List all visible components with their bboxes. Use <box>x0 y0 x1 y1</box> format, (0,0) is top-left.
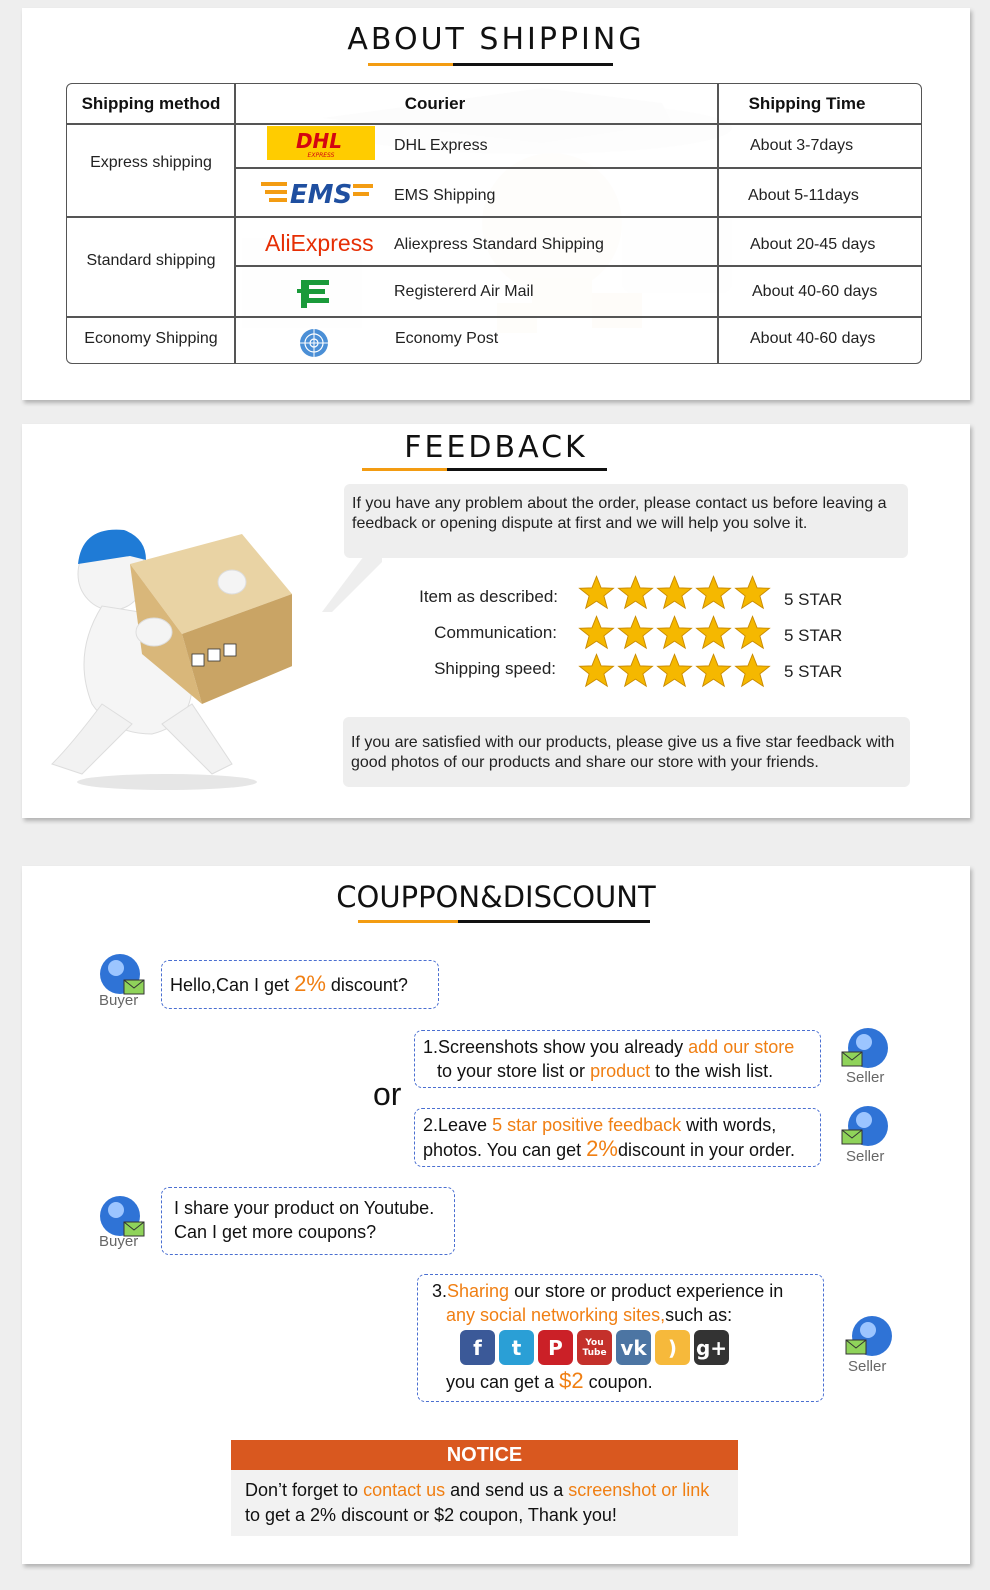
star-icon <box>695 614 732 651</box>
courier-ems-name: EMS Shipping <box>394 187 496 204</box>
courier-economy-name: Economy Post <box>395 330 499 347</box>
rating-stars-shipping <box>578 652 771 689</box>
time-aliexpress: About 20-45 days <box>750 236 876 253</box>
rating-stars-item <box>578 574 771 611</box>
feedback-pointer <box>322 552 382 612</box>
facebook-icon[interactable]: f <box>460 1330 495 1365</box>
star-icon <box>734 652 771 689</box>
notice-header: NOTICE <box>231 1440 738 1470</box>
seller-label: Seller <box>846 1148 885 1165</box>
social-icons-row <box>460 1330 729 1365</box>
time-dhl: About 3-7days <box>750 137 854 154</box>
star-icon <box>734 614 771 651</box>
coupon-title-underline <box>358 920 650 923</box>
star-icon <box>617 614 654 651</box>
ems-logo <box>261 176 377 210</box>
vk-icon[interactable]: vk <box>616 1330 651 1365</box>
delivery-man-illustration <box>42 504 292 794</box>
feedback-section <box>22 424 970 818</box>
aliexpress-logo <box>265 228 377 258</box>
coupon-section <box>22 866 970 1564</box>
shipping-table <box>66 83 922 364</box>
seller-label: Seller <box>846 1069 885 1086</box>
header-courier: Courier <box>404 94 466 113</box>
courier-aliexpress-name: Aliexpress Standard Shipping <box>394 236 604 253</box>
contact-us-link: contact us <box>363 1480 446 1500</box>
time-airmail: About 40-60 days <box>752 283 878 300</box>
or-divider: or <box>373 1076 402 1112</box>
un-logo <box>293 326 335 360</box>
youtube-icon[interactable]: You Tube <box>577 1330 612 1365</box>
method-standard: Standard shipping <box>86 252 216 269</box>
buyer-label: Buyer <box>99 1233 139 1250</box>
header-shipping-method: Shipping method <box>81 94 221 113</box>
rating-value-communication: 5 STAR <box>784 626 843 645</box>
star-icon <box>578 652 615 689</box>
seller-label: Seller <box>848 1358 887 1375</box>
star-icon <box>617 652 654 689</box>
header-shipping-time: Shipping Time <box>748 94 866 113</box>
buyer-label: Buyer <box>99 992 139 1009</box>
svg-text:EMS: EMS <box>289 180 353 210</box>
star-icon <box>578 614 615 651</box>
buyer-question-bubble-2: I share your product on Youtube. Can I get more coupons? <box>161 1187 455 1255</box>
shipping-title: ABOUT SHIPPING <box>347 22 645 57</box>
svg-text:EXPRESS: EXPRESS <box>307 152 335 159</box>
svg-text:AliExpress: AliExpress <box>265 230 374 256</box>
rating-value-shipping: 5 STAR <box>784 662 843 681</box>
star-icon <box>617 574 654 611</box>
shipping-section <box>22 8 970 400</box>
seller-answer-bubble-3: 3.Sharing our store or product experience in any social networking sites,such as: you can get a $2 coupon. <box>417 1274 824 1402</box>
method-express: Express shipping <box>90 154 212 171</box>
rating-label-item: Item as described: <box>419 587 558 606</box>
notice-body: Don’t forget to contact us and send us a screenshot or link to get a 2% discount or $2 coupon, Thank you! <box>231 1470 738 1536</box>
time-economy: About 40-60 days <box>750 330 876 347</box>
rss-icon[interactable]: ) <box>655 1330 690 1365</box>
seller-answer-bubble-1: 1.Screenshots show you already add our store to your store list or product to the wish list. <box>414 1030 821 1088</box>
feedback-outro-box: If you are satisfied with our products, please give us a five star feedback with good photos of our products and share our store with your friends. <box>343 717 910 787</box>
google-plus-icon[interactable]: g+ <box>694 1330 729 1365</box>
method-economy: Economy Shipping <box>84 330 218 347</box>
star-icon <box>734 574 771 611</box>
rating-label-shipping: Shipping speed: <box>434 659 556 678</box>
time-ems: About 5-11days <box>748 187 859 204</box>
china-post-logo <box>295 274 333 312</box>
twitter-icon[interactable]: t <box>499 1330 534 1365</box>
star-icon <box>695 574 732 611</box>
svg-text:DHL: DHL <box>295 129 343 153</box>
buyer-question-bubble: Hello,Can I get 2% discount? <box>161 960 439 1009</box>
rating-label-communication: Communication: <box>434 623 557 642</box>
pinterest-icon[interactable]: P <box>538 1330 573 1365</box>
star-icon <box>578 574 615 611</box>
courier-dhl-name: DHL Express <box>394 137 488 154</box>
feedback-title-underline <box>362 468 607 471</box>
star-icon <box>656 574 693 611</box>
star-icon <box>656 614 693 651</box>
courier-airmail-name: Registererd Air Mail <box>394 283 534 300</box>
coupon-title: COUPPON&DISCOUNT <box>336 880 656 914</box>
seller-answer-bubble-2: 2.Leave 5 star positive feedback with words, photos. You can get 2%discount in your order. <box>414 1108 821 1167</box>
rating-value-item: 5 STAR <box>784 590 843 609</box>
star-icon <box>695 652 732 689</box>
feedback-title: FEEDBACK <box>404 430 588 465</box>
rating-stars-communication <box>578 614 771 651</box>
dhl-logo <box>267 126 375 160</box>
feedback-intro-box: If you have any problem about the order, please contact us before leaving a feedback or opening dispute at first and we will help you solve it. <box>344 484 908 558</box>
star-icon <box>656 652 693 689</box>
